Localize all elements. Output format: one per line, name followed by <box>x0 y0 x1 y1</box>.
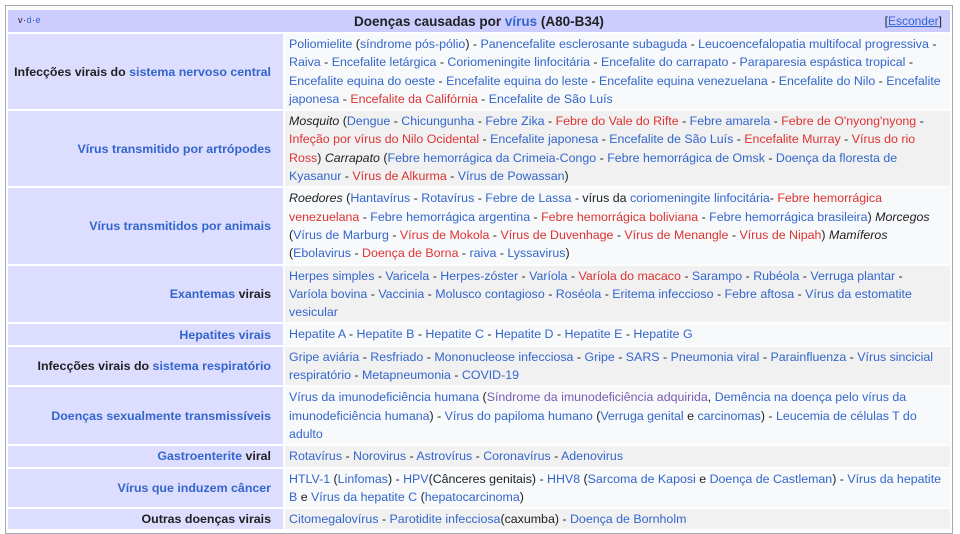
link[interactable]: Febre Zika <box>485 114 545 129</box>
text: ) <box>821 227 829 242</box>
text: ( <box>592 408 601 423</box>
link[interactable]: Paraparesia espástica tropical <box>739 55 906 70</box>
link[interactable]: COVID-19 <box>461 368 520 383</box>
text: - <box>767 73 779 88</box>
navbox-row <box>8 188 950 263</box>
group-list <box>285 266 950 323</box>
link[interactable]: Doenças sexualmente transmissíveis <box>51 408 271 423</box>
redlink[interactable]: Encefalite Murray <box>744 132 841 147</box>
link[interactable]: Leucoencefalopatia multifocal progressiva <box>698 37 929 51</box>
text: ( <box>352 37 360 51</box>
navbox-rows <box>8 34 950 529</box>
link[interactable]: Exantemas <box>169 287 236 301</box>
text: - <box>544 286 556 301</box>
redlink[interactable]: Febre hemorrágica boliviana <box>541 209 699 224</box>
text: - <box>458 246 470 261</box>
text: - <box>429 268 441 283</box>
link[interactable]: Varíola <box>529 268 568 283</box>
link[interactable]: SARS <box>625 349 660 364</box>
text: - <box>423 349 435 364</box>
text: - <box>613 227 625 242</box>
text: ( <box>417 489 425 504</box>
link[interactable]: Parainfluenza <box>770 349 847 364</box>
link[interactable]: Febre hemorrágica argentina <box>370 209 531 224</box>
category-label: Morcegos <box>875 209 930 224</box>
link[interactable]: Molusco contagioso <box>435 286 545 301</box>
group-label <box>8 347 285 386</box>
text: - <box>339 91 351 106</box>
text: - <box>678 114 690 129</box>
navbox-row <box>8 324 950 344</box>
link[interactable]: Doença da floresta de Kyasanur <box>289 150 898 184</box>
link[interactable]: Febre de Lassa <box>485 191 572 206</box>
navbox-row <box>8 387 950 444</box>
text: - <box>567 268 579 283</box>
link[interactable]: Vírus da hepatite C <box>311 489 418 504</box>
text: Infecções virais do <box>14 64 130 79</box>
text: - <box>846 349 858 364</box>
text: - <box>424 286 436 301</box>
category-label: Carrapato <box>324 150 380 165</box>
text: e <box>297 489 312 504</box>
link[interactable]: Vírus de Powassan <box>457 169 565 184</box>
text: - <box>410 191 422 206</box>
text: - <box>687 37 699 51</box>
navbox-title-row <box>8 10 950 32</box>
group-list <box>285 188 950 263</box>
text: - <box>374 268 386 283</box>
link[interactable]: Hepatite E <box>564 327 623 342</box>
text: - <box>573 349 585 364</box>
text: ) - <box>387 471 404 486</box>
text: - <box>770 114 782 129</box>
text: ( <box>339 114 347 129</box>
text: - <box>345 327 357 342</box>
text: ( <box>330 471 338 486</box>
navbox-row <box>8 266 950 323</box>
link[interactable]: Verruga plantar <box>810 268 896 283</box>
link[interactable]: Encefalite do carrapato <box>601 55 729 70</box>
redlink[interactable]: Varíola do macaco <box>578 268 681 283</box>
link[interactable]: Citomegalovírus <box>289 512 379 527</box>
navbox-table <box>8 8 950 531</box>
redlink[interactable]: Vírus de Duvenhage <box>500 227 614 242</box>
text: - <box>596 150 608 165</box>
text: - <box>474 191 486 206</box>
link[interactable]: Mononucleose infecciosa <box>434 349 574 364</box>
view-template-link[interactable]: v <box>18 15 23 25</box>
link[interactable]: Parotidite infecciosa <box>389 512 501 527</box>
text: ( <box>289 246 294 261</box>
link[interactable]: Raiva <box>289 55 321 70</box>
text: - <box>483 327 495 342</box>
link[interactable]: Varicela <box>385 268 430 283</box>
link[interactable]: Leucemia de células T do adulto <box>289 408 917 441</box>
link[interactable]: Sarcoma de Kaposi <box>587 471 696 486</box>
link[interactable]: HTLV-1 <box>289 471 331 486</box>
text: - <box>550 449 562 464</box>
text: - <box>614 349 626 364</box>
group-label <box>8 509 285 529</box>
text: - <box>769 191 778 206</box>
link[interactable]: Hepatite B <box>356 327 415 342</box>
redlink[interactable]: Infeção por vírus do Nilo Ocidental <box>289 132 480 147</box>
group-label <box>8 324 285 344</box>
edit-template-link[interactable]: e <box>35 15 42 25</box>
link[interactable]: Resfriado <box>370 349 424 364</box>
redlink[interactable]: Febre hemorrágica venezuelana <box>289 191 883 224</box>
text: ) <box>317 150 325 165</box>
link[interactable]: síndrome pós-pólio <box>359 37 466 51</box>
category-label: Mamíferos <box>829 227 888 242</box>
group-list <box>285 324 950 344</box>
text: (A80-B34) <box>537 13 604 29</box>
text: - <box>544 114 556 129</box>
text: e <box>695 471 710 486</box>
link[interactable]: Febre hemorrágica de Omsk <box>607 150 765 165</box>
text: - <box>450 368 462 383</box>
link[interactable]: Hepatite C <box>425 327 484 342</box>
link[interactable]: Roséola <box>555 286 602 301</box>
category-label: Mosquito <box>289 114 340 129</box>
category-label: Roedores <box>289 191 343 206</box>
link[interactable]: Encefalite japonesa <box>490 132 599 147</box>
navbox-title-text <box>354 14 604 29</box>
text: - <box>351 246 363 261</box>
text: - <box>680 268 692 283</box>
navbox-row <box>8 347 950 386</box>
link[interactable]: Encefalite de São Luís <box>609 132 734 147</box>
hide-toggle: [Esconder] <box>884 14 942 28</box>
link[interactable]: Dengue <box>346 114 391 129</box>
text: - <box>496 246 508 261</box>
redlink[interactable]: Vírus de Mokola <box>399 227 490 242</box>
text: - <box>474 114 486 129</box>
text: e <box>683 408 698 423</box>
link[interactable]: Doença de Bornholm <box>569 512 687 527</box>
link[interactable]: Encefalite equina do leste <box>446 73 588 88</box>
text: - <box>406 449 417 464</box>
link[interactable]: Gripe aviária <box>289 349 360 364</box>
link[interactable]: Chicungunha <box>401 114 475 129</box>
text: - <box>598 132 610 147</box>
link[interactable]: Vírus transmitido por artrópodes <box>77 141 271 156</box>
text: Doenças causadas por <box>354 13 505 29</box>
link[interactable]: Rubéola <box>753 268 800 283</box>
link[interactable]: Herpes simples <box>289 268 375 283</box>
navbox-row <box>8 446 950 466</box>
text: viral <box>242 449 271 464</box>
link[interactable]: Hantavírus <box>350 191 411 206</box>
link[interactable]: Gastroenterite <box>157 449 243 464</box>
text: Infecções virais do <box>37 359 153 374</box>
hide-button[interactable]: Esconder <box>887 14 939 28</box>
text: - <box>359 349 371 364</box>
text: - <box>659 349 671 364</box>
link[interactable]: Encefalite equina venezuelana <box>598 73 768 88</box>
text: - <box>350 368 362 383</box>
text: - <box>905 55 914 70</box>
text: - <box>472 449 484 464</box>
text: - <box>759 349 771 364</box>
redlink[interactable]: Encefalite da Califórnia <box>350 91 478 106</box>
link[interactable]: Adenovirus <box>561 449 624 464</box>
redlink[interactable]: Doença de Borna <box>362 246 459 261</box>
text: - <box>477 91 489 106</box>
link[interactable]: Vírus de Marburg <box>293 227 389 242</box>
text: - <box>446 169 458 184</box>
navbox-row <box>8 111 950 186</box>
link[interactable]: Coronavírus <box>483 449 551 464</box>
link[interactable]: HPV <box>403 471 429 486</box>
text: - <box>530 209 542 224</box>
text: ) - <box>832 471 848 486</box>
text: - <box>799 268 811 283</box>
group-list <box>285 387 950 444</box>
text: - <box>601 286 613 301</box>
navbox-row <box>8 509 950 529</box>
text: - <box>518 268 530 283</box>
link[interactable]: Febre hemorrágica brasileira <box>709 209 868 224</box>
link[interactable]: Vírus transmitidos por animais <box>89 218 271 233</box>
link[interactable]: Vírus sincicial respiratório <box>289 349 933 383</box>
link[interactable]: Sarampo <box>691 268 743 283</box>
group-list <box>285 469 950 508</box>
link[interactable]: Vírus da estomatite vesicular <box>289 286 912 320</box>
text: - <box>713 286 725 301</box>
text: - <box>489 227 501 242</box>
text: - <box>728 227 740 242</box>
text: - <box>764 150 776 165</box>
text: - <box>479 132 491 147</box>
navbox-row <box>8 469 950 508</box>
link[interactable]: Encefalite japonesa <box>289 73 941 106</box>
text: (caxumba) - <box>500 512 570 527</box>
text: - <box>698 209 710 224</box>
link[interactable]: Síndrome da imunodeficiência adquirida <box>486 390 708 405</box>
text: ( <box>379 150 388 165</box>
text: - <box>587 73 599 88</box>
link[interactable]: Varíola bovina <box>289 286 368 301</box>
link[interactable]: Vírus da imunodeficiência humana <box>289 390 480 405</box>
navbar-vde: v·d·e <box>18 15 42 25</box>
text: ) - <box>429 408 445 423</box>
group-label <box>8 469 285 508</box>
link[interactable]: carcinomas <box>697 408 761 423</box>
group-list <box>285 347 950 386</box>
text: - vírus da <box>571 191 630 206</box>
group-list <box>285 446 950 466</box>
text: - <box>553 327 565 342</box>
link[interactable]: Pneumonia viral <box>670 349 760 364</box>
text: - <box>875 73 887 88</box>
text: (Cânceres genitais) - <box>428 471 548 486</box>
link[interactable]: Demência na doença pelo vírus da imunodeficiência humana <box>289 390 907 423</box>
link[interactable]: raiva <box>469 246 497 261</box>
text: - <box>342 449 354 464</box>
text: - <box>378 512 390 527</box>
text: ( <box>342 191 351 206</box>
text: - <box>916 114 924 129</box>
group-list <box>285 34 950 109</box>
link[interactable]: Verruga genital <box>600 408 684 423</box>
link[interactable]: vírus <box>504 13 538 29</box>
text: - <box>388 227 400 242</box>
text: - <box>320 55 332 70</box>
group-label <box>8 387 285 444</box>
text: ) <box>565 246 570 261</box>
navbox-row <box>8 34 950 109</box>
link[interactable]: HHV8 <box>547 471 581 486</box>
link[interactable]: Norovirus <box>353 449 407 464</box>
link[interactable]: Panencefalite esclerosante subaguda <box>480 37 688 51</box>
link[interactable]: Rotavírus <box>289 449 343 464</box>
text: , <box>707 390 715 405</box>
text: ( <box>479 390 487 405</box>
link[interactable]: Febre amarela <box>689 114 771 129</box>
group-label <box>8 188 285 263</box>
group-label <box>8 266 285 323</box>
link[interactable]: Metapneumonia <box>362 368 451 383</box>
link[interactable]: Vaccinia <box>378 286 425 301</box>
link[interactable]: Rotavírus <box>421 191 475 206</box>
redlink[interactable]: Vírus de Alkurma <box>352 169 447 184</box>
discuss-template-link[interactable]: d <box>26 15 33 25</box>
link[interactable]: Poliomielite <box>289 37 353 51</box>
link[interactable]: Encefalite de São Luís <box>488 91 613 106</box>
text: - <box>840 132 852 147</box>
link[interactable]: Eritema infeccioso <box>612 286 714 301</box>
link[interactable]: coriomeningite linfocitária <box>629 191 770 206</box>
link[interactable]: Coriomeningite linfocitária <box>447 55 590 70</box>
text: - <box>367 286 379 301</box>
link[interactable]: Hepatite D <box>494 327 554 342</box>
text: - <box>794 286 806 301</box>
group-label <box>8 34 285 109</box>
text: - <box>390 114 402 129</box>
redlink[interactable]: Vírus do rio Ross <box>289 132 916 165</box>
text: - <box>622 327 634 342</box>
text: - <box>742 268 754 283</box>
text: ) - <box>760 408 776 423</box>
link[interactable]: Herpes-zóster <box>440 268 519 283</box>
redlink[interactable]: Febre de O'nyong'nyong <box>781 114 917 129</box>
link[interactable]: Lyssavirus <box>507 246 566 261</box>
text: ) <box>867 209 876 224</box>
text: - <box>359 209 371 224</box>
link[interactable]: Ebolavirus <box>293 246 351 261</box>
text: ) - <box>465 37 481 51</box>
text: - <box>589 55 601 70</box>
text: - <box>895 268 903 283</box>
text: - <box>414 327 426 342</box>
text: Outras doenças virais <box>141 512 271 527</box>
link[interactable]: Vírus do papiloma humano <box>444 408 593 423</box>
group-list <box>285 111 950 186</box>
link[interactable]: Hepatites virais <box>179 327 271 342</box>
group-label <box>8 111 285 186</box>
link[interactable]: hepatocarcinoma <box>424 489 520 504</box>
text: ( <box>580 471 588 486</box>
link[interactable]: Vírus que induzem câncer <box>117 480 271 495</box>
link[interactable]: sistema respiratório <box>152 359 271 374</box>
text: - <box>341 169 353 184</box>
group-label <box>8 446 285 466</box>
link[interactable]: Gripe <box>584 349 615 364</box>
text: ( <box>289 227 294 242</box>
link[interactable]: Febre hemorrágica da Crimeia-Congo <box>387 150 597 165</box>
link[interactable]: Doença de Castleman <box>709 471 833 486</box>
redlink[interactable]: Vírus de Menangle <box>624 227 729 242</box>
text: - <box>928 37 937 51</box>
link[interactable]: Astrovírus <box>416 449 473 464</box>
link[interactable]: Hepatite G <box>633 327 693 342</box>
group-list <box>285 509 950 529</box>
redlink[interactable]: Febre do Vale do Rifte <box>555 114 679 129</box>
text: ) <box>564 169 569 184</box>
redlink[interactable]: Vírus de Nipah <box>739 227 822 242</box>
text: - <box>733 132 745 147</box>
link[interactable]: Encefalite letárgica <box>331 55 437 70</box>
link[interactable]: Encefalite equina do oeste <box>289 73 436 88</box>
link[interactable]: Febre aftosa <box>724 286 795 301</box>
link[interactable]: sistema nervoso central <box>129 64 271 79</box>
link[interactable]: Hepatite A <box>289 327 346 342</box>
text: virais <box>235 287 271 301</box>
text: - <box>435 73 447 88</box>
text: - <box>728 55 740 70</box>
text: ) <box>519 489 524 504</box>
link[interactable]: Vírus da hepatite B <box>289 471 942 504</box>
link[interactable]: Linfomas <box>337 471 388 486</box>
link[interactable]: Encefalite do Nilo <box>778 73 876 88</box>
navbox-title <box>8 10 950 32</box>
navbox <box>5 5 953 534</box>
text: - <box>436 55 448 70</box>
